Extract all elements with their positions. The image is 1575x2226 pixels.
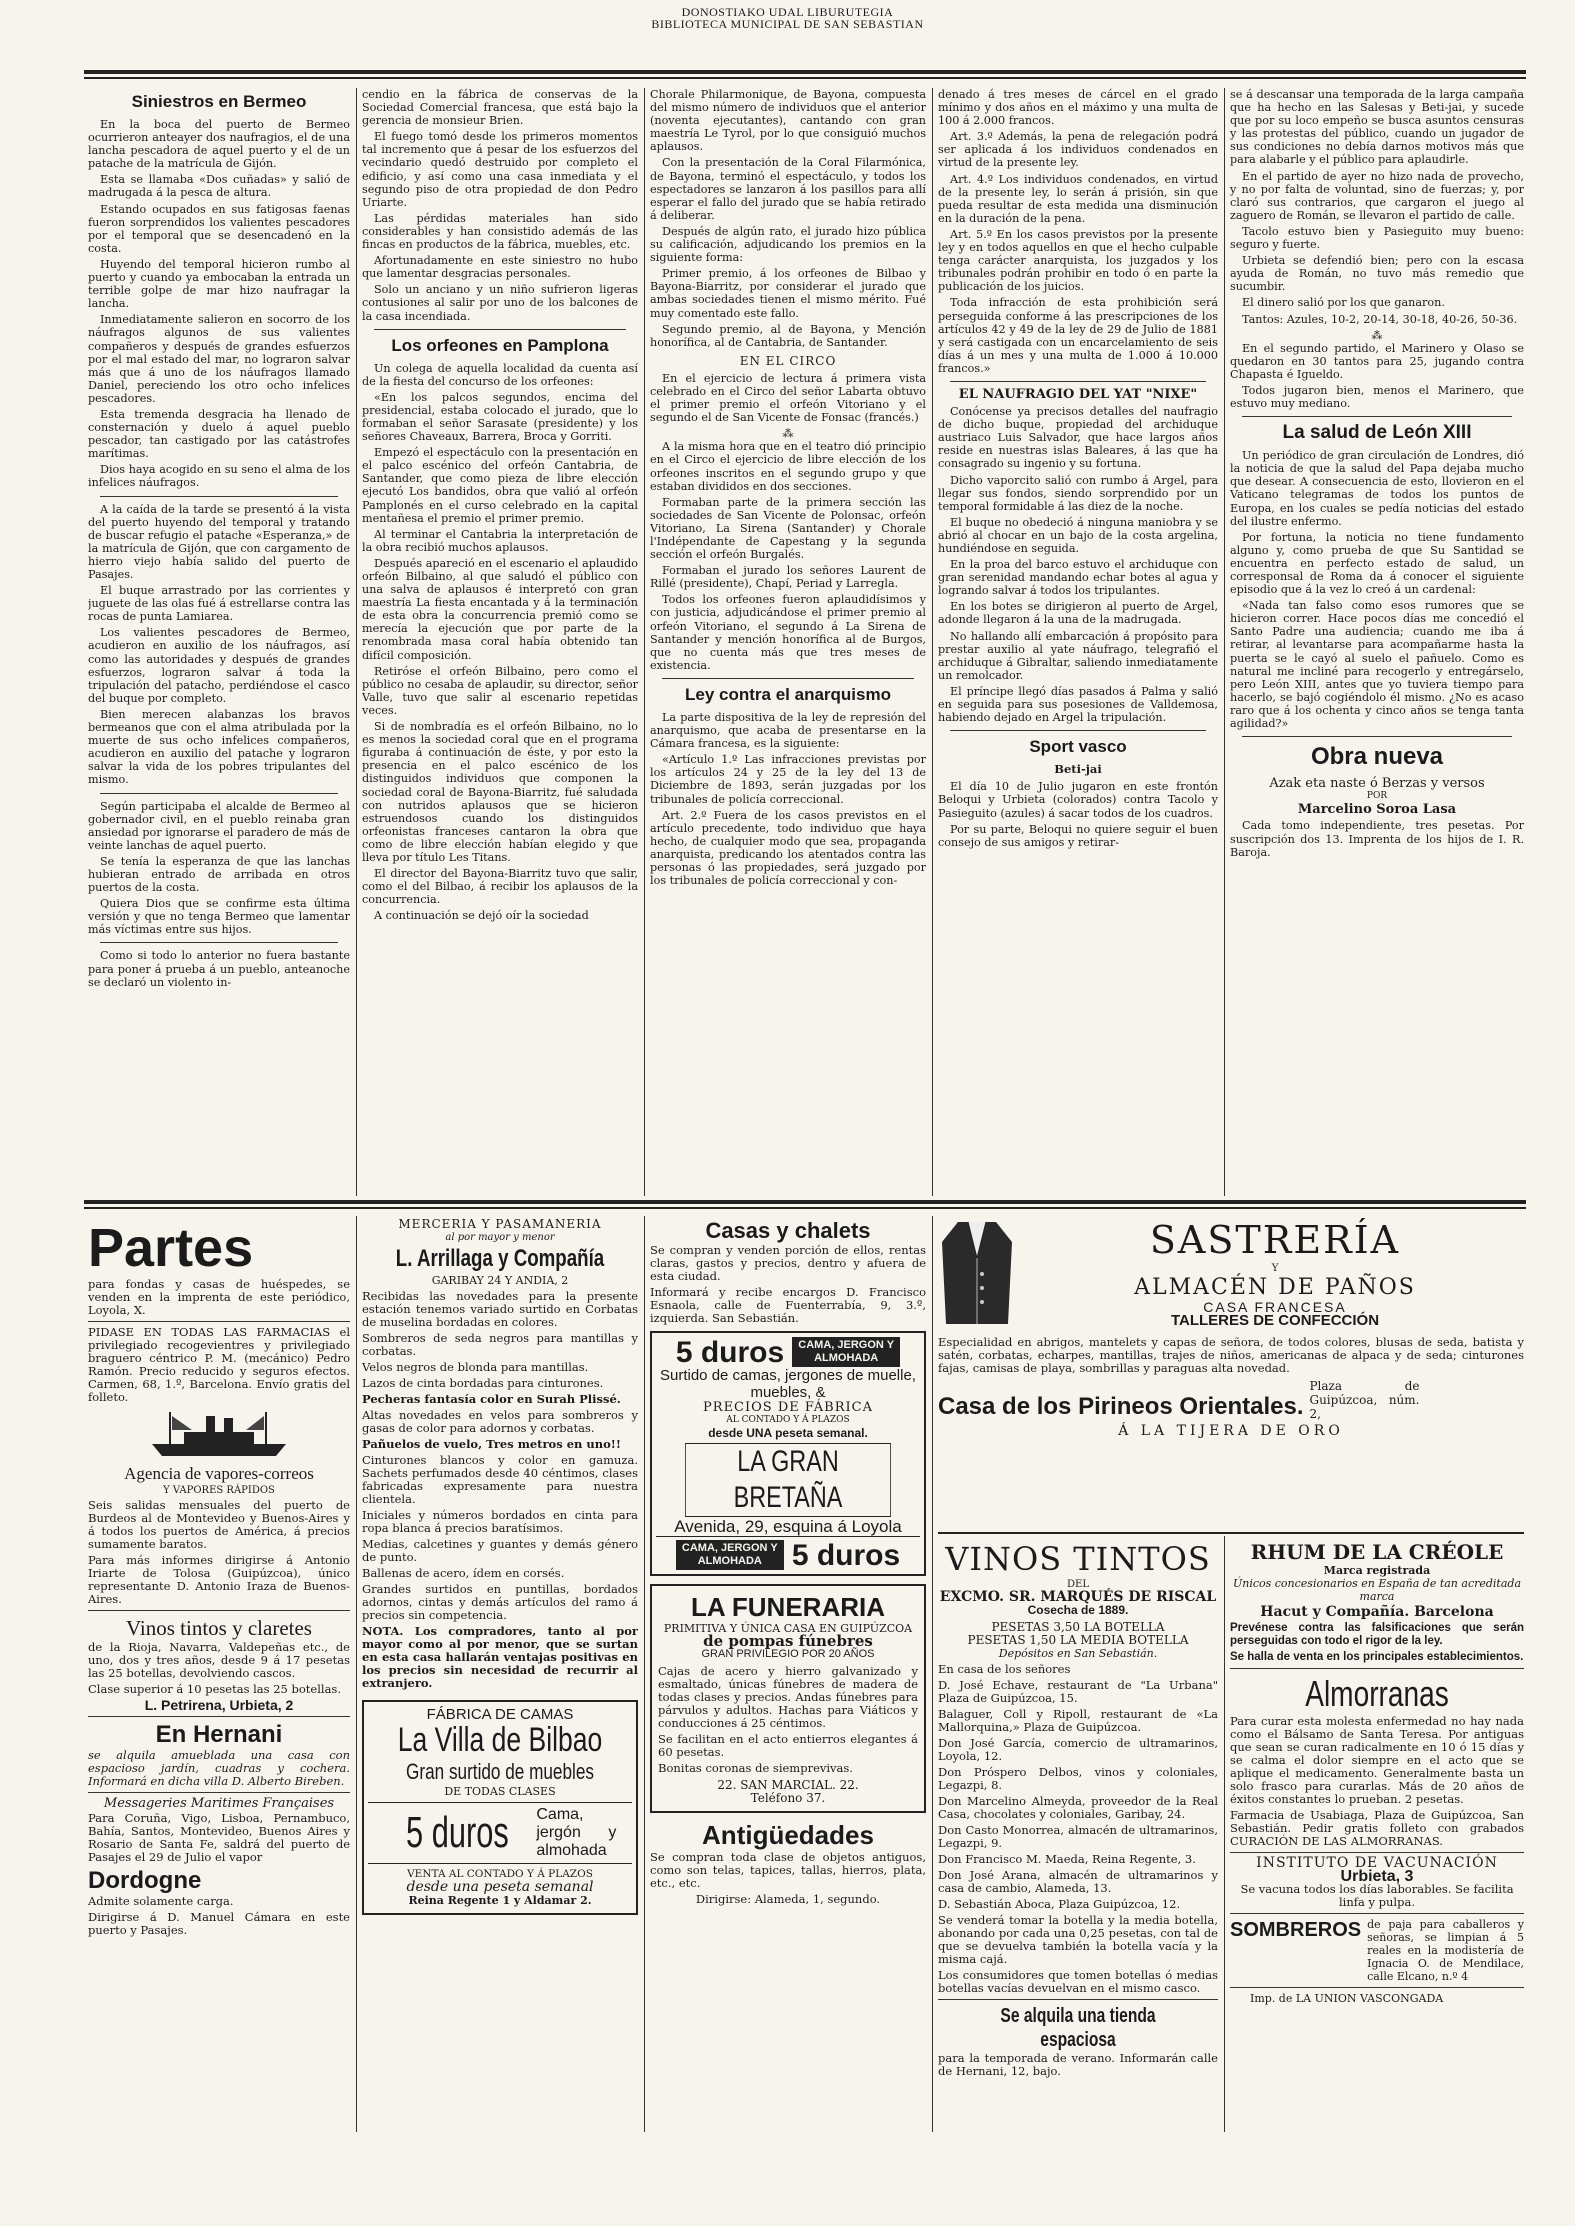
article-paragraph: Bien merecen alabanzas los bravos bermeanos que con el alma atribulada por la muerte de sus ocho infelices compañeros, acudieron en auxilio del patache y lograron salvar la vida de los pobres tripulantes del mismo. bbox=[88, 707, 350, 787]
ad-merceria-line: Altas novedades en velos para sombreros y gasas de color para adornos y corbatas. bbox=[362, 1408, 638, 1435]
section-separator bbox=[662, 678, 914, 679]
article-paragraph: Urbieta se defendió bien; pero con la escasa ayuda de Román, no tuvo más remedio que sucumbir. bbox=[1230, 254, 1524, 294]
column-divider bbox=[932, 88, 933, 1196]
ad-rhum-title: RHUM DE LA CRÉOLE bbox=[1250, 1540, 1504, 1564]
ad-merceria-subtitle: al por mayor y menor bbox=[445, 1232, 555, 1243]
ad-merceria-line: Iniciales y números bordados en cinta para ropa blanca á precios baratísimos. bbox=[362, 1508, 638, 1535]
section-separator bbox=[374, 329, 626, 330]
ad-partes-text: para fondas y casas de huéspedes, se venden en la imprenta de este periódico, Loyola, X. bbox=[88, 1277, 350, 1317]
article-subtitle-circo: EN EL CIRCO bbox=[739, 353, 837, 368]
article-title-sport-vasco: Sport vasco bbox=[1029, 737, 1127, 757]
ad-funeraria-title: LA FUNERARIA bbox=[690, 1592, 886, 1622]
article-paragraph: Por fortuna, la noticia no tiene fundamento alguno y, como prueba de que Su Santidad se encuentra en perfecto estado de salud, un corresponsal de Roma da á conocer el siguiente episodio que á la vez lo creó á un cardenal: bbox=[1230, 530, 1524, 597]
article-paragraph: «Artículo 1.º Las infracciones previstas por los artículos 24 y 25 de la ley del 13 de Diciembre de 1893, serán juzgadas por los tribunales de policía correccional. bbox=[650, 753, 926, 806]
ad-sastreria-house: CASA FRANCESA bbox=[1203, 1299, 1347, 1315]
top-rule-thin bbox=[84, 77, 1526, 79]
article-paragraph: Esta tremenda desgracia ha llenado de consternación y duelo á aquel pueblo pescador, tan castigado por las catástrofes marítimas. bbox=[88, 407, 350, 461]
ad-separator bbox=[938, 1999, 1218, 2000]
obra-nueva-work: Azak eta naste ó Berzas y versos bbox=[1269, 776, 1485, 792]
article-title-orfeones: Los orfeones en Pamplona bbox=[391, 335, 609, 355]
article-paragraph: Art. 2.º Fuera de los casos previstos en el artículo precedente, todo individuo que haya hecho, de cualquier modo que sea, propaganda anarquista, predicando los atentados contra las personas ó las propiedades, será juzgado por los tribunales de policía correccional y con- bbox=[650, 808, 926, 888]
ad-rhum-text2: Prevénese contra las falsificaciones que serán perseguidas con todo el rigor de la ley. bbox=[1230, 1622, 1524, 1647]
column-4 bbox=[938, 88, 1218, 1196]
ad-rhum-text: Únicos concesionarios en España de tan acreditada marca bbox=[1232, 1577, 1522, 1603]
ad-hernani-title: En Hernani bbox=[155, 1721, 283, 1748]
article-paragraph: Empezó el espectáculo con la presentación en el palco escénico del orfeón Cantabria, de Santander, que como pieza de libre elección ejecutó Los bandidos, obra que valió al orfeón Pamplonés en el curso celebrado en la capital mentañesa el premio el primer premio. bbox=[362, 446, 638, 525]
ad-separator bbox=[88, 1792, 350, 1793]
ad-funeraria-text: Cajas de acero y hierro galvanizado y esmaltado, únicas fúnebres de madera de todas clases y precios. Andas fúnebres para párvulos y adultos. Hachas para Viáticos y conducciones á 25 céntimos. bbox=[658, 1664, 918, 1730]
ad-vinos-riscal-seller: D. José Echave, restaurant de "La Urbana" Plaza de Guipúzcoa, 15. bbox=[938, 1678, 1218, 1705]
ad-sastreria bbox=[938, 1218, 1524, 1530]
ad-funeraria-line2: de pompas fúnebres bbox=[703, 1632, 873, 1650]
ad-vinos-riscal-seller: Don José Arana, almacén de ultramarinos y casa de cambio, Alameda, 13. bbox=[938, 1868, 1218, 1895]
ad-sastreria-subtitle: ALMACÉN DE PAÑOS bbox=[1134, 1275, 1416, 1300]
ad-separator bbox=[1230, 1668, 1524, 1669]
article-paragraph: Art. 5.º En los casos previstos por la presente ley y en todos aquellos en que el hecho culpable tenga carácter anarquista, los juzgados y los tribunales podrán prohibir en todo ó en parte la publicación de los juicios. bbox=[938, 227, 1218, 294]
ad-fabrica-camas-address: Reina Regente 1 y Aldamar 2. bbox=[408, 1894, 592, 1907]
ad-funeraria-address: 22. SAN MARCIAL. 22. bbox=[717, 1778, 859, 1792]
ad-funeraria-line3: GRAN PRIVILEGIO POR 20 AÑOS bbox=[701, 1648, 875, 1660]
article-paragraph: Con la presentación de la Coral Filarmónica, de Bayona, terminó el espectáculo, y todos los espectadores se lanzaron á los pasillos para allí esperar el fallo del jurado que se había retirado á deliberar. bbox=[650, 156, 926, 222]
archive-stamp-line2: BIBLIOTECA MUNICIPAL DE SAN SEBASTIAN bbox=[651, 17, 924, 31]
top-rule bbox=[84, 70, 1526, 74]
article-title-obra-nueva: Obra nueva bbox=[1310, 743, 1444, 771]
article-paragraph: A continuación se dejó oír la sociedad bbox=[374, 909, 589, 923]
column-divider bbox=[644, 88, 645, 1196]
ad-vinos-riscal-seller: D. Sebastián Aboca, Plaza Guipúzcoa, 12. bbox=[938, 1897, 1181, 1911]
ad-gran-bretana-bottom-price: 5 duros bbox=[791, 1538, 901, 1572]
ad-merceria-address: GARIBAY 24 Y ANDIA, 2 bbox=[431, 1274, 569, 1287]
article-paragraph: «Nada tan falso como esos rumores que se hicieron correr. Hace pocos días me concedió el Santo Padre una audiencia; cuando me iba á retirar, al levantarse para acompañarme hasta la puerta se le cayó al suelo el pañuelo. Como es natural me incliné para recogerlo y entregárselo, pero León XIII, antes que yo tuviera tiempo para hacerlo, se bajó cogiéndolo él mismo. ¿No es acaso raro que á los ochenta y cinco años se tenga tanta agilidad?» bbox=[1230, 599, 1524, 731]
article-paragraph: Formaban parte de la primera sección las sociedades de San Vicente de Polonsac, orfeón Vitoriano, La Sirena (Santander) y Chorale l'Indépendante de Capestang y la segunda sección el orfeón Burgalés. bbox=[650, 495, 926, 562]
ad-vinos-riscal-seller: Don Casto Monorrea, almacén de ultramarinos, Legazpi, 9. bbox=[938, 1823, 1218, 1850]
ad-merceria-title: MERCERÍA Y PASAMANERÍA bbox=[398, 1218, 602, 1231]
ad-sastreria-address: Plaza de Guipúzcoa, núm. 2, bbox=[1309, 1379, 1420, 1421]
ad-fabrica-camas-sub: DE TODAS CLASES bbox=[444, 1785, 556, 1798]
archive-stamp bbox=[0, 6, 1575, 30]
article-paragraph: El director del Bayona-Biarritz tuvo que salir, como el del Bilbao, á recibir los aplausos de la concurrencia. bbox=[362, 867, 638, 907]
article-paragraph: Al terminar el Cantabria la interpretación de la obra recibió muchos aplausos. bbox=[362, 527, 638, 554]
article-paragraph: En la boca del puerto de Bermeo ocurrieron anteayer dos naufragios, el de una lancha pescadora de aquel puerto y el de un patache de la matrícula de Gijón. bbox=[88, 118, 350, 171]
article-paragraph: En el segundo partido, el Marinero y Olaso se quedaron en 30 tantos para 25, jugando contra Chapasta é Igueldo. bbox=[1230, 341, 1524, 381]
ad-vapores-subtitle: Y VAPORES RÁPIDOS bbox=[163, 1485, 275, 1496]
article-paragraph: Esta se llamaba «Dos cuñadas» y salió de madrugada á la pesca de altura. bbox=[88, 173, 350, 200]
ad-vinos-claretes-text2: Clase superior á 10 pesetas las 25 botellas. bbox=[88, 1682, 341, 1696]
article-paragraph: Estando ocupados en sus fatigosas faenas fueron sorprendidos los valientes pescadores por el temporal que se desencadenó en la costa. bbox=[88, 202, 350, 255]
ad-almorranas-title: Almorranas bbox=[1305, 1673, 1449, 1714]
ad-merceria-line: Cinturones blancos y color en gamuza. Sachets perfumados desde 40 céntimos, clases fabricadas expresamente para nuestra clientela. bbox=[362, 1453, 638, 1506]
article-paragraph: Huyendo del temporal hicieron rumbo al puerto y cuando ya embocaban la entrada un terrible golpe de mar hizo naufragar la lancha. bbox=[88, 257, 350, 311]
ad-casas-chalets-text2: Informará y recibe encargos D. Francisco Esnaola, calle de Fuenterrabía, 9, 3.º, izquierda. San Sebastián. bbox=[650, 1285, 926, 1325]
ad-tienda-text: para la temporada de verano. Informarán calle de Hernani, 12, bajo. bbox=[938, 2051, 1218, 2078]
asterism: ⁂ bbox=[1371, 328, 1383, 342]
ad-sastreria-y: Y bbox=[1271, 1263, 1279, 1274]
ad-gran-bretana-top bbox=[656, 1337, 920, 1367]
ad-fabrica-camas-sale: VENTA AL CONTADO Y Á PLAZOS bbox=[407, 1868, 593, 1880]
ad-fabrica-camas-box bbox=[362, 1700, 638, 1915]
ad-antiguedades-address: Dirigirse: Alameda, 1, segundo. bbox=[695, 1892, 881, 1906]
ad-fabrica-camas-offer bbox=[368, 1802, 632, 1864]
section-separator bbox=[100, 942, 338, 943]
ad-gran-bretana-bottom-items: CAMA, JERGON Y ALMOHADA bbox=[676, 1540, 784, 1570]
article-subtitle-beti-jai: Beti-jai bbox=[1054, 762, 1102, 777]
ad-merceria-line: Recibidas las novedades para la presente estación tenemos variado surtido en Corbatas de muselina bordadas en colores. bbox=[362, 1289, 638, 1329]
ad-separator bbox=[88, 1610, 350, 1611]
article-paragraph: Chorale Philarmonique, de Bayona, compuesta del mismo número de individuos que el anterior (noventa ejecutantes), cantando con gran maestría Le Tyrol, por lo que consiguió muchos aplausos. bbox=[650, 88, 926, 154]
ad-rhum-text3: Se halla de venta en los principales establecimientos. bbox=[1230, 1651, 1524, 1663]
ad-merceria-line: Pecheras fantasía color en Surah Plissé. bbox=[362, 1392, 621, 1406]
ad-funeraria-text2: Se facilitan en el acto entierros elegantes á 60 pesetas. bbox=[658, 1732, 918, 1759]
article-paragraph: Por su parte, Beloqui no quiere seguir el buen consejo de sus amigos y retirar- bbox=[938, 822, 1218, 849]
steamship-icon bbox=[144, 1408, 294, 1460]
article-paragraph: En el partido de ayer no hizo nada de provecho, y no por falta de voluntad, sino de fuerzas; y, por claró sus contrarios, que cargaron el juego al zaguero de Román, se llevaron el partido de calle. bbox=[1230, 169, 1524, 222]
ad-rhum-mark: Marca registrada bbox=[1323, 1564, 1431, 1577]
article-paragraph: Según participaba el alcalde de Bermeo al gobernador civil, en el pueblo reinaba gran ansiedad por ignorarse el paradero de más de veinte lanchas de aquel puerto. bbox=[88, 799, 350, 852]
ad-vinos-riscal-seller: Don Francisco M. Maeda, Reina Regente, 3. bbox=[938, 1852, 1196, 1866]
ad-gran-bretana-line1: Surtido de camas, jergones de muelle, muebles, & bbox=[660, 1367, 916, 1401]
article-paragraph: Conócense ya precisos detalles del naufragio de dicho buque, propiedad del archiduque austriaco Luis Salvador, que hace largos años reside en nuestras islas Baleares, á las que ha consagrado su ingenio y su fortuna. bbox=[938, 405, 1218, 471]
article-title-siniestros: Siniestros en Bermeo bbox=[131, 92, 307, 111]
ad-messageries-ship: Dordogne bbox=[88, 1867, 202, 1894]
ad-merceria-name: L. Arrillaga y Compañía bbox=[395, 1245, 605, 1272]
article-paragraph: El buque no obedeció á ninguna maniobra y se abrió al chocar en un bajo de la costa argelina, hundiéndose en seguida. bbox=[938, 515, 1218, 555]
ad-funeraria-box bbox=[650, 1584, 926, 1813]
article-paragraph: En los botes se dirigieron al puerto de Argel, adonde llegaron á la una de la madrugada. bbox=[938, 600, 1218, 627]
ad-funeraria-text3: Bonitas coronas de siemprevivas. bbox=[658, 1761, 853, 1775]
article-paragraph: Inmediatamente salieron en socorro de los náufragos algunos de sus valientes compañeros y después de grandes esfuerzos por el mal estado del mar, no lograron salvar más que á uno de los náufragos llamado Daniel, pereciendo los otro ocho infelices pescadores. bbox=[88, 313, 350, 405]
section-separator bbox=[100, 793, 338, 794]
ad-vinos-riscal-del: DEL bbox=[1067, 1579, 1089, 1590]
ad-sastreria-title: SASTRERÍA bbox=[1149, 1218, 1401, 1262]
article-title-leon-xiii: La salud de León XIII bbox=[1282, 422, 1472, 444]
ad-separator bbox=[88, 1716, 350, 1717]
ad-funeraria-phone: Teléfono 37. bbox=[750, 1791, 826, 1805]
ad-merceria-line: NOTA. Los compradores, tanto al por mayor como al por menor, que se surtan en esta casa hallarán ventajas positivas en los precios sin necesidad de recurrir al extranjero. bbox=[362, 1624, 638, 1690]
article-paragraph: El príncipe llegó días pasados á Palma y salió en seguida para sus posesiones de Valldemosa, habiendo dejado en Argel la tripulación. bbox=[938, 684, 1218, 725]
ad-messageries-text3: Dirigirse á D. Manuel Cámara en este puerto y Pasajes. bbox=[88, 1910, 350, 1937]
ad-vinos-claretes-text: de la Rioja, Navarra, Valdepeñas etc., de uno, dos y tres años, desde 9 á 17 pesetas las 25 botellas, devolviendo cascos. bbox=[88, 1640, 350, 1680]
ad-vinos-riscal-name: EXCMO. SR. MARQUÉS DE RISCAL bbox=[939, 1589, 1217, 1605]
article-paragraph: El fuego tomó desde los primeros momentos tal incremento que á pesar de los esfuerzos del vecindario quedó destruido por completo el edificio, y así como una casa inmediata y el segundo piso de otra propiedad de don Pedro Uriarte. bbox=[362, 130, 638, 209]
ad-vinos-riscal-seller: Don Próspero Delbos, vinos y coloniales, Legazpi, 8. bbox=[938, 1765, 1218, 1792]
column-divider bbox=[356, 88, 357, 1196]
ad-vapores-text: Seis salidas mensuales del puerto de Burdeos al de Montevideo y Buenos-Aires y á todos los puertos de América, á precios sumamente baratos. bbox=[88, 1498, 350, 1551]
article-paragraph: «En los palcos segundos, encima del presidencial, estaba colocado el jurado, que lo formaban el señor Sarasate (presidente) y los señores Chaveaux, Barrera, Broca y Gorriti. bbox=[362, 390, 638, 444]
ad-vinos-riscal-price2: PESETAS 1,50 LA MEDIA BOTELLA bbox=[967, 1633, 1189, 1647]
ad-vinos-riscal-depot: Depósitos en San Sebastián. bbox=[998, 1647, 1158, 1660]
ad-sombreros bbox=[1230, 1918, 1524, 1983]
ad-vapores-text2: Para más informes dirigirse á Antonio Iriarte de Tolosa (Guipúzcoa), único representante D. Antonio Iraza de Buenos-Aires. bbox=[88, 1553, 350, 1606]
article-paragraph: Tacolo estuvo bien y Pasieguito muy bueno: seguro y fuerte. bbox=[1230, 224, 1524, 252]
ad-merceria-line: Medias, calcetines y guantes y demás género de punto. bbox=[362, 1537, 638, 1564]
ad-vinos-riscal-seller: Don Marcelino Almeyda, proveedor de la Real Casa, chocolates y coloniales, Garibay, 24. bbox=[938, 1794, 1218, 1821]
article-paragraph: La parte dispositiva de la ley de represión del anarquismo, que acaba de presentarse en la Cámara francesa, es la siguiente: bbox=[650, 710, 926, 751]
article-paragraph: El dinero salió por los que ganaron. bbox=[1242, 296, 1445, 310]
article-paragraph: Todos los orfeones fueron aplaudidísimos y con justicia, adjudicándose el primer premio al orfeón Vitoriano, el segundo á La Sirena de Santander y mención honorífica al de Burgos, que no cuenta más que tres meses de existencia. bbox=[650, 593, 926, 672]
article-paragraph: Después apareció en el escenario el aplaudido orfeón Bilbaino, al que saludó el público con una salva de aplausos é interpretó con gran maestría La fiesta encantada y á la terminación de esta obra la concurrencia premió como se merecía la ejecución que por parte de la renombrada masa coral había obtenido tan difícil composición. bbox=[362, 556, 638, 662]
ad-merceria-line: Grandes surtidos en puntillas, bordados adornos, cintas y demás artículos del ramo á precios sin competencia. bbox=[362, 1582, 638, 1622]
ad-vinos-riscal-seller: Don José García, comercio de ultramarinos, Loyola, 12. bbox=[938, 1736, 1218, 1763]
column-divider bbox=[932, 1216, 933, 2132]
ad-partes-title: Partes bbox=[88, 1218, 254, 1278]
ad-hernani-text: se alquila amueblada una casa con espacioso jardín, cuadras y cochera. Informará en dicha villa D. Alberto Bireben. bbox=[88, 1748, 350, 1788]
ad-sombreros-text: de paja para caballeros y señoras, se limpian á 5 reales en la modistería de Ignacia O. de Mendilace, calle Elcano, n.º 4 bbox=[1367, 1918, 1524, 1983]
column-5 bbox=[1230, 88, 1524, 1196]
ad-sastreria-header bbox=[938, 1218, 1524, 1328]
article-paragraph: El buque arrastrado por las corrientes y juguete de las olas fué á estrellarse contra las rocas de punta Lamiarea. bbox=[88, 584, 350, 624]
ad-vinos-riscal-title: VINOS TINTOS bbox=[945, 1540, 1211, 1578]
section-separator bbox=[100, 496, 338, 497]
section-separator bbox=[950, 381, 1206, 382]
ad-separator bbox=[938, 1532, 1524, 1534]
ad-tienda-title: Se alquila una tienda espaciosa bbox=[1000, 2005, 1156, 2051]
article-paragraph: Como si todo lo anterior no fuera bastante para poner á prueba á un pueblo, anteanoche se declaró un violento in- bbox=[88, 949, 350, 989]
ad-casas-chalets-text: Se compran y venden porción de ellos, rentas claras, gastos y precios, dentro y afuera de esta ciudad. bbox=[650, 1243, 926, 1283]
ad-gran-bretana-bottom bbox=[656, 1540, 920, 1570]
ad-vacunacion-title: INSTITUTO DE VACUNACIÓN bbox=[1256, 1855, 1498, 1871]
article-paragraph: A la caída de la tarde se presentó á la vista del puerto huyendo del temporal y tratando de buscar refugio el patache «Esperanza,» de la matrícula de Gijón, que con cargamento de hierro viejo había salido del puerto de Pasajes. bbox=[88, 502, 350, 581]
middle-rule-thin bbox=[84, 1207, 1526, 1209]
ad-vinos-riscal-seller: En casa de los señores bbox=[938, 1662, 1071, 1676]
article-paragraph: Art. 3.º Además, la pena de relegación podrá ser aplicada á los individuos condenados en virtud de la presente ley. bbox=[938, 130, 1218, 170]
ad-messageries-text2: Admite solamente carga. bbox=[88, 1894, 234, 1908]
ad-gran-bretana-items: CAMA, JERGON Y ALMOHADA bbox=[792, 1337, 900, 1367]
column-2 bbox=[362, 88, 638, 1196]
article-paragraph: denado á tres meses de cárcel en el grado mínimo y dos años en el máximo y una multa de 100 á 2.000 francos. bbox=[938, 88, 1218, 128]
ad-fabrica-camas-price: 5 duros bbox=[405, 1808, 509, 1857]
ad-vinos-riscal-price1: PESETAS 3,50 LA BOTELLA bbox=[991, 1620, 1165, 1634]
article-paragraph: Art. 4.º Los individuos condenados, en virtud de la presente ley, lo serán á prisión, sin que pueda resultar de esta medida una disminución en la duración de la pena. bbox=[938, 172, 1218, 225]
ad-vacunacion-address: Urbieta, 3 bbox=[1340, 1868, 1414, 1885]
column-divider bbox=[1224, 1536, 1225, 2132]
section-separator bbox=[1242, 736, 1512, 737]
article-paragraph: No hallando allí embarcación á propósito para prestar auxilio al yate náufrago, telegrafió el archiduque á Gibraltar, saliendo inmediatamente un remolcador. bbox=[938, 629, 1218, 682]
ad-fabrica-camas-weekly: desde una peseta semanal bbox=[406, 1879, 594, 1895]
ad-gran-bretana-line3: AL CONTADO Y Á PLAZOS bbox=[726, 1415, 850, 1425]
column-divider bbox=[644, 1216, 645, 2132]
article-paragraph: A la misma hora que en el teatro dió principio en el Circo el ejercicio de libre elección de los orfeones inscritos en el segundo grupo y que estaban divididos en dos secciones. bbox=[650, 440, 926, 493]
ad-almorranas-text: Para curar esta molesta enfermedad no hay nada como el Bálsamo de Santa Teresa. Por antiguas que sean se curan radicalmente en 10 ó 15 días y se calma el dolor siempre en el acto que se aplique el medicamento. Generalmente basta un solo frasco para curarlas. Más de 20 años de éxitos constantes lo prueban. 2 pesetas. bbox=[1230, 1714, 1524, 1806]
archive-stamp-line1: DONOSTIAKO UDAL LIBURUTEGIA bbox=[681, 5, 894, 19]
ad-fabrica-camas-title: FÁBRICA DE CAMAS bbox=[426, 1706, 574, 1723]
ad-sastreria-name: Casa de los Pirineos Orientales. bbox=[938, 1393, 1304, 1420]
article-paragraph: Las pérdidas materiales han sido considerables y han consistido además de las fincas en productos de la fábrica, muebles, etc. bbox=[362, 211, 638, 252]
ad-merceria-line: Lazos de cinta bordadas para cinturones. bbox=[362, 1376, 604, 1390]
ad-vinos-riscal-seller: Se venderá tomar la botella y la media botella, abonando por cada una 0,25 pesetas, con tal de que se devuelva también la botella vacía y la misma cajá. bbox=[938, 1913, 1218, 1966]
column-1 bbox=[88, 88, 350, 1196]
article-paragraph: En la proa del barco estuvo el archiduque con gran serenidad mandando echar botes al agua y logrando salvar á todos los tripulantes. bbox=[938, 558, 1218, 598]
section-separator bbox=[950, 730, 1206, 731]
article-paragraph: Primer premio, á los orfeones de Bilbao y Bayona-Biarritz, por considerar el jurado que ambas sociedades tienen el mismo mérito. Fué muy comentado este fallo. bbox=[650, 267, 926, 320]
ad-gran-bretana-address: Avenida, 29, esquina á Loyola bbox=[656, 1520, 920, 1537]
ads-column-5 bbox=[1230, 1540, 1524, 2133]
obra-nueva-author: Marcelino Soroa Lasa bbox=[1297, 802, 1457, 818]
middle-rule bbox=[84, 1200, 1526, 1204]
ad-rhum-company: Hacut y Compañía. Barcelona bbox=[1260, 1604, 1494, 1620]
ad-gran-bretana-price: 5 duros bbox=[675, 1335, 785, 1369]
ad-braguero-text: PIDASE EN TODAS LAS FARMACIAS el privilegiado recogevientres y privilegiado braguero céntrico P. M. (mecánico) Pedro Ramón. Precio reducido y seguros efectos. Carmen, 68, 1.º, Barcelona. Envío gratis del folleto. bbox=[88, 1325, 350, 1404]
ad-messageries-text: Para Coruña, Vigo, Lisboa, Pernambuco, Bahía, Santos, Montevideo, Buenos Aires y Rosario de Santa Fe, saldrá del puerto de Pasajes el 29 de Julio el vapor bbox=[88, 1811, 350, 1864]
ad-vinos-riscal-seller: Los consumidores que tomen botellas ó medias botellas vacías devuelvan en el mismo casco. bbox=[938, 1968, 1218, 1995]
article-paragraph: Afortunadamente en este siniestro no hubo que lamentar desgracias personales. bbox=[362, 254, 638, 281]
ad-vinos-riscal-seller: Balaguer, Coll y Ripoll, restaurant de «La Mallorquina,» Plaza de Guipúzcoa. bbox=[938, 1707, 1218, 1734]
ad-sastreria-name-row bbox=[938, 1379, 1524, 1421]
column-divider bbox=[1224, 88, 1225, 1196]
ad-vinos-claretes-title: Vinos tintos y claretes bbox=[126, 1616, 312, 1640]
article-paragraph: Los valientes pescadores de Bermeo, acudieron en auxilio de los náufragos, así como las autoridades y después de grandes esfuerzos, lograron salvar á toda la tripulación del patacho, perdiéndose el casco del buque por completo. bbox=[88, 626, 350, 705]
ad-sastreria-text: Especialidad en abrigos, mantelets y capas de señora, de todos colores, blusas de seda, batista y satén, corbatas, echarpes, mantillas, trajes de niños, americanas de alpaca y de seda; cinturones fajas, camisas de playa, sombrillas y paraguas alta novedad. bbox=[938, 1335, 1524, 1375]
ad-vacunacion-text: Se vacuna todos los días laborables. Se facilita linfa y pulpa. bbox=[1240, 1882, 1514, 1909]
article-paragraph: Todos jugaron bien, menos el Marinero, que estuvo muy mediano. bbox=[1230, 383, 1524, 411]
ads-column-1 bbox=[88, 1218, 350, 2133]
article-paragraph: Toda infracción de esta prohibición será perseguida conforme á las prescripciones de los artículos 42 y 49 de la ley de 29 de Julio de 1881 y será castigada con un encarcelamiento de seis días á un mes y una multa de 1.000 á 10.000 francos.» bbox=[938, 296, 1218, 375]
ad-gran-bretana-line2: PRECIOS DE FÁBRICA bbox=[703, 1400, 873, 1415]
ad-separator bbox=[88, 1321, 350, 1322]
article-paragraph: Después de algún rato, el jurado hizo pública su calificación, adjudicando los premios en la siguiente forma: bbox=[650, 224, 926, 265]
ad-merceria-line: Velos negros de blonda para mantillas. bbox=[362, 1360, 589, 1374]
ad-separator bbox=[1230, 1987, 1524, 1988]
article-paragraph: Dios haya acogido en su seno el alma de los infelices náufragos. bbox=[88, 463, 350, 490]
article-paragraph: Un colega de aquella localidad da cuenta así de la fiesta del concurso de los orfeones: bbox=[362, 361, 638, 388]
article-title-naufragio-yat: EL NAUFRAGIO DEL YAT "NIXE" bbox=[958, 386, 1198, 402]
ad-funeraria-line1: PRIMITIVA Y ÚNICA CASA EN GUIPÚZCOA bbox=[663, 1622, 913, 1635]
article-paragraph: Formaban el jurado los señores Laurent de Rillé (presidente), Chapí, Periad y Larregla. bbox=[650, 564, 926, 591]
section-separator bbox=[1242, 416, 1512, 417]
article-paragraph: Si de nombradía es el orfeón Bilbaino, no lo es menos la sociedad coral que en el programa figuraba á continuación de éste, y por esto la presencia en el palco escénico de los distinguidos individuos que componen la sociedad coral de Bayona-Biarritz, fué saludada con nutridos aplausos que se hicieron estruendosos cuando los distinguidos orfeonistas franceses cantaron la obra que como de libre elección habían elegido y que lleva por título Les Titans. bbox=[362, 720, 638, 864]
ad-almorranas-text2: Farmacia de Usabiaga, Plaza de Guipúzcoa, San Sebastián. Pedir gratis folleto con grabados CURACIÓN DE LAS ALMORRANAS. bbox=[1230, 1808, 1524, 1848]
ad-sastreria-workshop: TALLERES DE CONFECCIÓN bbox=[1170, 1312, 1380, 1329]
article-paragraph: Tantos: Azules, 10-2, 20-14, 30-18, 40-26, 50-36. bbox=[1242, 312, 1518, 326]
jacket-icon bbox=[938, 1218, 1016, 1328]
ad-gran-bretana-line4: desde UNA peseta semanal. bbox=[708, 1426, 868, 1440]
imprint: Imp. de LA UNION VASCONGADA bbox=[1250, 1992, 1444, 2005]
article-paragraph: Dicho vaporcito salió con rumbo á Argel, para llegar sus fondos, siendo sorprendido por un temporal formidable á las diez de la noche. bbox=[938, 473, 1218, 513]
column-3 bbox=[650, 88, 926, 1196]
ads-column-2 bbox=[362, 1218, 638, 2133]
ads-column-3 bbox=[650, 1218, 926, 2133]
ad-sombreros-title: SOMBREROS bbox=[1230, 1919, 1362, 1941]
ad-fabrica-camas-items: Cama, jergón y almohada bbox=[536, 1806, 617, 1859]
ad-vinos-claretes-address: L. Petrirena, Urbieta, 2 bbox=[144, 1697, 294, 1713]
ad-merceria-line: Sombreros de seda negros para mantillas y corbatas. bbox=[362, 1331, 638, 1358]
ad-separator bbox=[1230, 1852, 1524, 1853]
obra-nueva-por: POR bbox=[1366, 791, 1388, 802]
obra-nueva-text: Cada tomo independiente, tres pesetas. Por suscripción dos 13. Imprenta de los hijos de I. R. Baroja. bbox=[1230, 819, 1524, 859]
ad-merceria-line: Ballenas de acero, ídem en corsés. bbox=[362, 1566, 565, 1580]
ad-sastreria-titles bbox=[1026, 1218, 1524, 1328]
article-paragraph: Se tenía la esperanza de que las lanchas hubieran entrado de arribada en otros puertos de la costa. bbox=[88, 854, 350, 895]
column-divider bbox=[356, 1216, 357, 2132]
ad-casas-chalets-title: Casas y chalets bbox=[705, 1218, 871, 1243]
article-paragraph: se á descansar una temporada de la larga campaña que ha hecho en las Salesas y Beti-jai, y sucede que por su loco empeño se busca asuntos censuras y las protestas del público, cuando un jugador de sus condiciones no debía darnos motivos más que para alabarle y el público para aplaudirle. bbox=[1230, 88, 1524, 167]
ad-messageries-title: Messageries Maritimes Françaises bbox=[103, 1796, 335, 1811]
ad-merceria-line: Pañuelos de vuelo, Tres metros en uno!! bbox=[362, 1437, 621, 1451]
article-paragraph: Un periódico de gran circulación de Londres, dió la noticia de que la salud del Papa dejaba mucho que desear. A consecuencia de esto, llovieron en el Vaticano telegramas de todos los puntos de Europa, en los cuales se pedía noticias del estado del ilustre enfermo. bbox=[1230, 449, 1524, 528]
article-paragraph: Solo un anciano y un niño sufrieron ligeras contusiones al salir por uno de los balcones de la casa incendiada. bbox=[362, 283, 638, 323]
article-paragraph: Quiera Dios que se confirme esta última versión y que no tenga Bermeo que lamentar más víctimas entre sus hijos. bbox=[88, 897, 350, 937]
ads-column-4 bbox=[938, 1540, 1218, 2133]
ad-vinos-riscal-vintage: Cosecha de 1889. bbox=[1027, 1603, 1129, 1617]
article-title-anarquismo: Ley contra el anarquismo bbox=[685, 684, 891, 704]
ad-gran-bretana-name: LA GRAN BRETAÑA bbox=[685, 1443, 891, 1517]
ad-antiguedades-title: Antigüedades bbox=[702, 1820, 874, 1850]
article-paragraph: Segundo premio, al de Bayona, y Mención honorífica, al de Cantabria, de Santander. bbox=[650, 322, 926, 349]
ad-fabrica-camas-name: La Villa de Bilbao bbox=[397, 1721, 603, 1759]
article-paragraph: En el ejercicio de lectura á primera vista celebrado en el Circo del señor Labarta obtuvo el primer premio el orfeón Vitoriano y el segundo el de San Vicente de Fonsac (francés.) bbox=[650, 371, 926, 425]
ad-vapores-title: Agencia de vapores-correos bbox=[124, 1464, 314, 1483]
ad-sastreria-tagline: Á LA TIJERA DE ORO bbox=[1118, 1423, 1344, 1439]
asterism: ⁂ bbox=[782, 427, 794, 441]
article-paragraph: El día 10 de Julio jugaron en este frontón Beloqui y Urbieta (colorados) contra Tacolo y Pasieguito (azules) á sacar todos de los cuadros. bbox=[938, 780, 1218, 820]
article-paragraph: Retiróse el orfeón Bilbaino, pero como el público no cesaba de aplaudir, su director, señor Valle, tuvo que salir al escenario repetidas veces. bbox=[362, 664, 638, 717]
ad-gran-bretana-box bbox=[650, 1331, 926, 1576]
ad-separator bbox=[1230, 1913, 1524, 1914]
article-paragraph: cendio en la fábrica de conservas de la Sociedad Comercial francesa, que está bajo la gerencia de monsieur Brien. bbox=[362, 88, 638, 128]
ad-antiguedades-text: Se compran toda clase de objetos antiguos, como son telas, tapices, tallas, hierros, plata, etc., etc. bbox=[650, 1850, 926, 1890]
ad-fabrica-camas-line: Gran surtido de muebles bbox=[406, 1759, 594, 1784]
